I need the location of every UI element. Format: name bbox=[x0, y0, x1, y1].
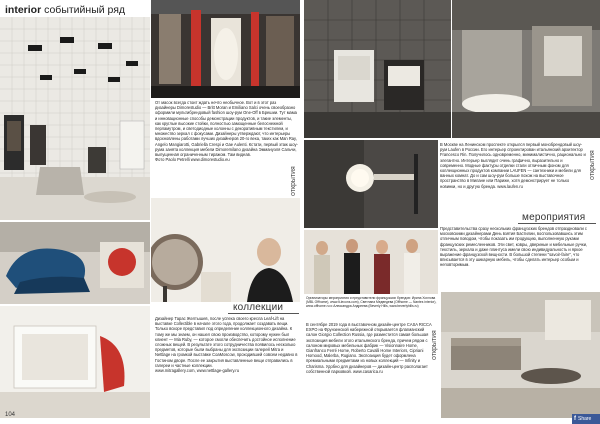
photo-wall-lamp bbox=[304, 140, 438, 228]
large-bathroom-illustration bbox=[452, 0, 600, 138]
article-dimore bbox=[155, 100, 298, 196]
share-label: Share bbox=[578, 416, 592, 422]
photo-white-furniture bbox=[0, 306, 150, 418]
photo-event-guests bbox=[304, 230, 438, 294]
section-underline-events bbox=[518, 223, 596, 224]
section-title-openings-2: открытия bbox=[589, 150, 596, 180]
header-title bbox=[5, 4, 125, 16]
photo-tiled-gallery bbox=[0, 17, 150, 220]
photo-led-columns bbox=[151, 0, 300, 98]
article-casarica-text: В сентябре 2019 года в выставочном дизайн-центре CASA RICCA EXPO на Фрунзенской набережной открывается флагманский салон Giorgio Collection Russia, где разместится самая большая экспозиция мебели этого итальянского бренда, причем рядом с салоном мировых мебельных фабрик — Visionnaire Home, Gianfranco Ferré Home, Roberto Cavalli Home Interiors, Cipriani Homood, Malerba, Rugiano. Экспозиция будет оформлена премиальными предметами из новых коллекций — Infinity и Charisma. Удобно для дизайнеров — дизайн-центр располагает собственной парковкой. www.casarica.ru bbox=[306, 322, 432, 374]
section-title-openings-3: открытия bbox=[431, 330, 438, 360]
article-collectible-links: www.mitragallery.com, www.nettlage-gallery.ru bbox=[155, 368, 240, 374]
section-title-openings-1: открытия bbox=[290, 166, 297, 196]
caption-event-photo: Организаторы мероприятия и представители французских брендов: Ирина Хохлова (MBL Offhome), www.lt-lecons.com), Светлана Медведева (Offhome — Nantes interior), www.offhome.ru и Александра Андреева (Beverly Hills, www.beverlyhills.ru) bbox=[306, 296, 437, 309]
blue-chair-illustration bbox=[0, 222, 150, 304]
article-french bbox=[440, 226, 594, 290]
article-dimore-text: От масок всегда стоит ждать нечто необычное. Вот и в этот раз дизайнеры Dimorestudio — Britt Moran и Emiliano Salci очень своеобразно оформили мультибрендовый fashion шоу-рум One-Off в Брешии. Тут мама и инновационные способы демонстрации продуктов, и такие элементы, как круглые высокие стойки, полностью замощенные белоснежной перламутром, и светодиодные колонны с декоративным текстилем, и множество зеркал с фокусами. Дизайнеры утверждают, что интерьеры вдохновлены работами лучших дизайнеров 20-го века, таких как Man Ray, Angelo Mangiarotti, Gabriella Crespi и Gae Aulenti. Кстати, первый этаж шоу-рума занята коллекция мебели Dimoremilano дизайна Эммануэля Сальчи, выпущенная ограниченным тиражом. Там видеав. bbox=[155, 100, 298, 158]
led-columns-illustration bbox=[151, 0, 300, 98]
photo-blue-chair bbox=[0, 222, 150, 304]
photo-designer-mirror bbox=[151, 198, 300, 302]
photo-living-room bbox=[441, 292, 600, 418]
article-casarica bbox=[306, 322, 434, 418]
section-title-events: мероприятия bbox=[522, 212, 586, 223]
event-guests-illustration bbox=[304, 230, 438, 294]
article-collectible-text: Дизайнер Тарас Желтышев, после успеха своего кресла Leaf-Lift на выставке Collectible в начале этого года, продолжает создавать вещи. Только вскоре представил под определение коллекционного дизайна. К тому же мы знаем, он нашел свою производство, которому нужен был клиент — Mia Ruby, — которое смогли обеспечить достойное исполнение сложных вещей. В результате этого сотрудничества появилось несколько предметов, которые были выбраны для экспозиции галерей Mitra и Nettlage на громкой выставке CoaMoscow, проходившей совсем недавно в Гостином дворе. После ее закрытия выставленные вещи отправились в галереи и частные коллекции. bbox=[155, 316, 298, 368]
share-widget[interactable] bbox=[572, 414, 600, 424]
header-title-part-b: событийный ряд bbox=[44, 4, 126, 16]
wall-lamp-illustration bbox=[304, 140, 438, 228]
photo-large-bathroom bbox=[452, 0, 600, 138]
article-dimore-credit: Фото Paolo Petrelli www.dimorestudio.eu bbox=[155, 157, 230, 163]
article-laufen-text: В Москве на Ленинском проспекте открылся первый монобрендовый шоу-рум Laufen в России. Его интерьер спроектирован итальянский архитектор Francesco Rin. Получилось одновременно, минималистично, рационально и элегантно. Интерьер выглядит очень графично, выразительно и современно. Модные фактуры отделки стали отличным фоном для коллекционных продуктов компании LAUFEN — сантехники и мебели для ванных комнат. До и сам шоу-рум больше похож на выставочное пространство в Милане или Париже, хотя демонстрирует не только новинки, но и другую бренда. www.laufen.ru bbox=[440, 142, 586, 189]
facebook-icon: f bbox=[574, 416, 576, 422]
dark-bathroom-illustration bbox=[304, 0, 451, 138]
photo-dark-bathroom bbox=[304, 0, 451, 138]
designer-mirror-illustration bbox=[151, 198, 300, 302]
article-laufen bbox=[440, 142, 586, 212]
article-french-text: Представительства сразу нескольких французских брендов отпраздновали с московскими дизайнерами День взятия Бастилии, воспользовавшись этим отличным поводом, чтобы показать им продукцию, выполненную руками французских ремесленников. Эти свет, ковры, двериные и мебельные ручки, текстиль, зеркала и даже плинтуса имели свою индивидуальность и яркое выражение французской вещности. В большой степени "savoir-faire", что вписывается в эту шикарную мебель, чтобы сделать интерьер особым и неповторимым. bbox=[440, 226, 588, 268]
tiled-gallery-illustration bbox=[0, 17, 150, 220]
article-collectible bbox=[155, 316, 298, 416]
living-room-illustration bbox=[441, 292, 600, 418]
section-underline-collections bbox=[228, 313, 299, 314]
section-title-collections: коллекции bbox=[233, 302, 284, 313]
page-number: 104 bbox=[5, 412, 16, 418]
white-furniture-illustration bbox=[0, 306, 150, 418]
header-title-part-a: interior bbox=[5, 4, 42, 16]
